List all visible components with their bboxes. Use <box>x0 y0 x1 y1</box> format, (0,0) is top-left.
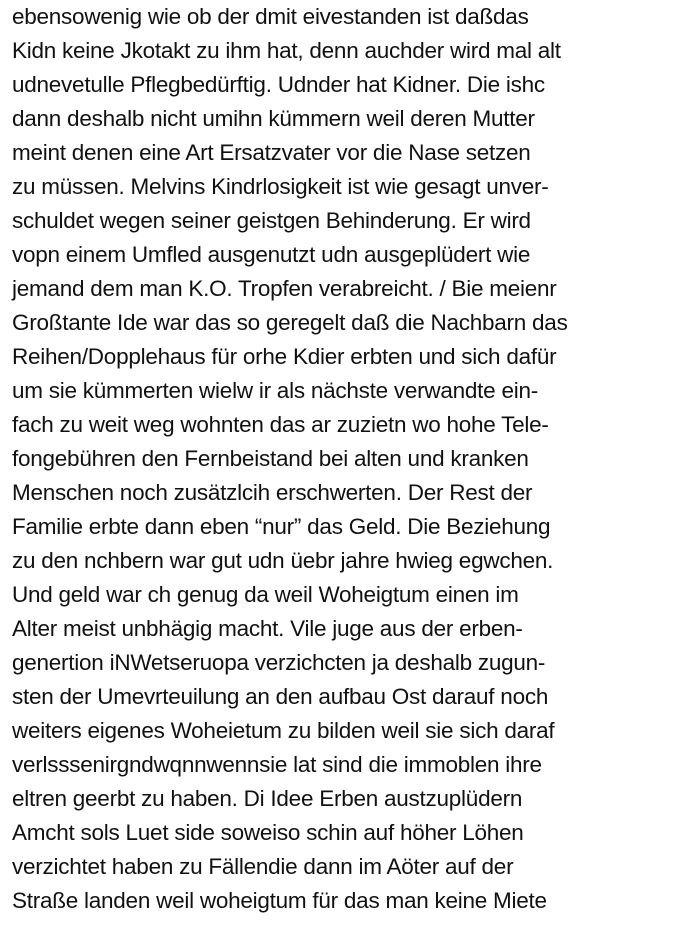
text-line: ebensowenig wie ob der dmit eivestanden ist daßdas <box>12 4 529 29</box>
text-line: dann deshalb nicht umihn kümmern weil deren Mutter <box>12 106 535 131</box>
text-line: meint denen eine Art Ersatzvater vor die Nase setzen <box>12 140 531 165</box>
text-line: Reihen/Dopplehaus für orhe Kdier erbten und sich dafür <box>12 344 557 369</box>
text-line: Alter meist unbhägig macht. Vile juge aus der erben- <box>12 616 523 641</box>
text-line: Familie erbte dann eben “nur” das Geld. Die Beziehung <box>12 514 551 539</box>
text-line: fongebühren den Fernbeistand bei alten und kranken <box>12 446 529 471</box>
text-line: vopn einem Umfled ausgenutzt udn ausgeplüdert wie <box>12 242 531 267</box>
text-line: zu den nchbern war gut udn üebr jahre hwieg egwchen. <box>12 548 554 573</box>
text-line: genertion iNWetseruopa verzichcten ja deshalb zugun- <box>12 650 546 675</box>
text-line: um sie kümmerten wielw ir als nächste verwandte ein- <box>12 378 538 403</box>
body-text <box>12 0 680 918</box>
text-line: verlsssenirgndwqnnwennsie lat sind die immoblen ihre <box>12 752 542 777</box>
text-line: Straße landen weil woheigtum für das man keine Miete <box>12 888 547 913</box>
text-line: verzichtet haben zu Fällendie dann im Aöter auf der <box>12 854 514 879</box>
text-line: sten der Umevrteuilung an den aufbau Ost darauf noch <box>12 684 549 709</box>
text-line: eltren geerbt zu haben. Di Idee Erben austzuplüdern <box>12 786 523 811</box>
text-line: fach zu weit weg wohnten das ar zuzietn wo hohe Tele- <box>12 412 549 437</box>
text-line: weiters eigenes Woheietum zu bilden weil sie sich daraf <box>12 718 555 743</box>
text-line: schuldet wegen seiner geistgen Behinderung. Er wird <box>12 208 531 233</box>
text-line: Menschen noch zusätzlcih erschwerten. Der Rest der <box>12 480 533 505</box>
text-line: jemand dem man K.O. Tropfen verabreicht. / Bie meienr <box>12 276 557 301</box>
text-line: Und geld war ch genug da weil Woheigtum einen im <box>12 582 519 607</box>
text-line: zu müssen. Melvins Kindrlosigkeit ist wie gesagt unver- <box>12 174 549 199</box>
text-line: Kidn keine Jkotakt zu ihm hat, denn auchder wird mal alt <box>12 38 561 63</box>
text-line: udnevetulle Pflegbedürftig. Udnder hat Kidner. Die ishc <box>12 72 545 97</box>
text-line: Großtante Ide war das so geregelt daß die Nachbarn das <box>12 310 568 335</box>
text-line: Amcht sols Luet side soweiso schin auf höher Löhen <box>12 820 524 845</box>
